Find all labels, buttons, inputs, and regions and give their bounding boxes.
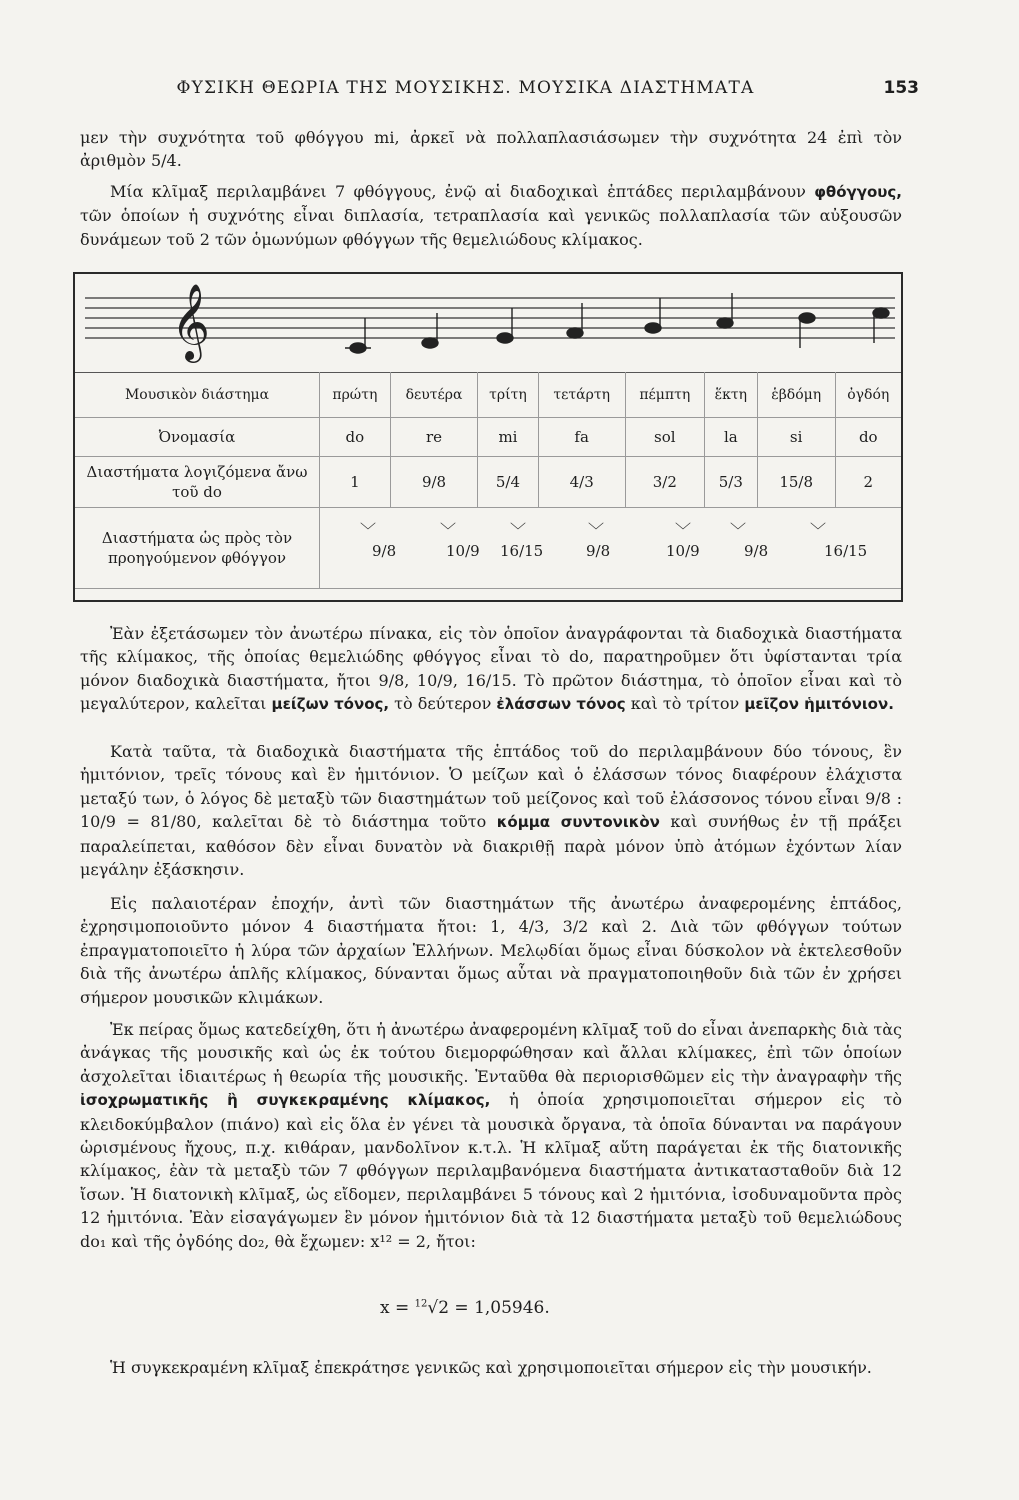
formula-rhs: √2 = 1,05946. bbox=[427, 1298, 550, 1318]
table-cell: τρίτη bbox=[478, 373, 538, 418]
table-cell: 5/4 bbox=[478, 457, 538, 508]
table-row bbox=[75, 457, 901, 508]
intervals-table bbox=[75, 372, 901, 589]
interval-mark: ﹀ bbox=[510, 521, 527, 540]
body-paragraph-6 bbox=[80, 1018, 902, 1253]
table-cell: ἕκτη bbox=[704, 373, 757, 418]
root-index: 12 bbox=[414, 1298, 428, 1310]
table-cell: 9/8 bbox=[390, 457, 478, 508]
interval-mark: ﹀ bbox=[440, 521, 457, 540]
intro-paragraph-2 bbox=[80, 180, 902, 251]
table-cell: sol bbox=[625, 418, 704, 457]
table-row bbox=[75, 373, 901, 418]
table-cell: δευτέρα bbox=[390, 373, 478, 418]
formula-lhs: x = bbox=[380, 1298, 415, 1318]
interval-mark: ﹀ bbox=[730, 521, 747, 540]
interval-mark: ﹀ bbox=[588, 521, 605, 540]
table-cell: si bbox=[757, 418, 835, 457]
bold-term: μεῖζον ἡμιτόνιον. bbox=[744, 695, 894, 714]
ratio-value: 10/9 bbox=[666, 542, 700, 560]
page-number: 153 bbox=[883, 78, 919, 98]
bold-term: φθόγγους, bbox=[814, 183, 902, 201]
table-cell: mi bbox=[478, 418, 538, 457]
text-run: Ἐὰν ἐξετάσωμεν τὸν ἀνωτέρω πίνακα, εἰς τὸν ὁποῖον ἀναγράφονται τὰ διαδοχικὰ διαστήματα τῆς κλίμακος, τῆς ὁποίας θεμελιώδης φθόγγος εἶναι τὸ do, παρατηροῦμεν ὅτι ὑφίστανται τρία μόνον διαδοχικὰ διαστήματα, ἤτοι 9/8, 10/9, 16/15. Τὸ πρῶτον διάστημα, τὸ ὁποῖον εἶναι καὶ τὸ μεγαλύτερον, καλεῖται bbox=[80, 624, 902, 714]
intro-paragraph-1: μεν τὴν συχνότητα τοῦ φθόγγου mi, ἀρκεῖ νὰ πολλαπλασιάσωμεν τὴν συχνότητα 24 ἐπὶ τὸν ἀριθμὸν 5/4. bbox=[80, 128, 902, 171]
ratio-value: 9/8 bbox=[744, 542, 769, 560]
body-paragraph-7: Ἡ συγκεκραμένη κλῖμαξ ἐπεκράτησε γενικῶς καὶ χρησιμοποιεῖται σήμερον εἰς τὴν μουσικήν. bbox=[110, 1358, 872, 1377]
text-run: καὶ συνήθως ἐν τῇ πράξει παραλείπεται, καθόσον δὲν εἶναι δυνατὸν νὰ διακριθῇ παρὰ μόνον ὑπὸ ἀτόμων ἐχόντων λίαν μεγάλην ἐξάσκησιν. bbox=[80, 812, 902, 880]
text-run: τὸ δεύτερον bbox=[389, 694, 497, 714]
running-title: ΦΥΣΙΚΗ ΘΕΩΡΙΑ ΤΗΣ ΜΟΥΣΙΚΗΣ. ΜΟΥΣΙΚΑ ΔΙΑΣΤΗΜΑΤΑ bbox=[176, 78, 755, 98]
ratio-value: 16/15 bbox=[824, 542, 868, 560]
bold-term: μείζων τόνος, bbox=[271, 695, 390, 714]
table-row bbox=[75, 418, 901, 457]
musical-staff bbox=[75, 274, 901, 372]
text-run: Κατὰ ταῦτα, τὰ διαδοχικὰ διαστήματα τῆς ἑπτάδος τοῦ do περιλαμβάνουν δύο τόνους, ἓν ἡμιτόνιον, τρεῖς τόνους καὶ ἓν ἡμιτόνιον. Ὁ μείζων καὶ ὁ ἐλάσσων τόνος διαφέρουν ἐλάχιστα μεταξύ των, ὁ λόγος δὲ μεταξὺ τῶν διαστημάτων τοῦ μείζονος καὶ τοῦ ἐλάσσονος τόνου εἶναι 9/8 : 10/9 = 81/80, καλεῖται δὲ τὸ διάστημα τοῦτο bbox=[80, 742, 902, 832]
table-cell: do bbox=[835, 418, 901, 457]
table-cell: fa bbox=[538, 418, 625, 457]
body-paragraph-3 bbox=[80, 622, 902, 717]
body-paragraph-5: Εἰς παλαιοτέραν ἐποχήν, ἀντὶ τῶν διαστημάτων τῆς ἀνωτέρω ἀναφερομένης ἑπτάδος, ἐχρησιμοποιοῦντο μόνον 4 διαστήματα ἤτοι: 1, 4/3, 3/2 καὶ 2. Διὰ τῶν φθόγγων τούτων ἐπραγματοποιεῖτο ἡ λύρα τῶν ἀρχαίων Ἑλλήνων. Μελῳδίαι ὅμως εἶναι δύσκολον νὰ ἐκτελεσθοῦν διὰ τῆς ἀνωτέρω ἁπλῆς κλίμακος, δύνανται ὅμως αὗται νὰ πραγματοποιηθοῦν διὰ τῶν ἐν χρήσει σήμερον μουσικῶν κλιμάκων. bbox=[80, 894, 902, 1007]
ratio-value: 9/8 bbox=[586, 542, 611, 560]
text-run: τῶν ὁποίων ἡ συχνότης εἶναι διπλασία, τετραπλασία καὶ γενικῶς πολλαπλασία τῶν αὐξουσῶν δυνάμεων τοῦ 2 τῶν ὁμωνύμων φθόγγων τῆς θεμελιώδους κλίμακος. bbox=[80, 206, 902, 249]
row-label-names: Ὀνομασία bbox=[75, 418, 320, 457]
body-paragraph-4 bbox=[80, 740, 902, 881]
ratio-value: 16/15 bbox=[500, 542, 544, 560]
table-cell: 4/3 bbox=[538, 457, 625, 508]
table-cell: re bbox=[390, 418, 478, 457]
table-cell: πρώτη bbox=[320, 373, 391, 418]
table-cell: 2 bbox=[835, 457, 901, 508]
row-label-above-do: Διαστήματα λογιζόμενα ἄνω τοῦ do bbox=[75, 457, 320, 508]
bold-term: κόμμα συντονικὸν bbox=[496, 813, 660, 832]
bold-term: ἰσοχρωματικῆς ἢ συγκεκραμένης κλίμακος, bbox=[80, 1091, 491, 1110]
table-cell: ὀγδόη bbox=[835, 373, 901, 418]
formula bbox=[380, 1298, 550, 1318]
text-run: Μία κλῖμαξ περιλαμβάνει 7 φθόγγους, ἐνῷ αἱ διαδοχικαὶ ἑπτάδες περιλαμβάνουν bbox=[110, 182, 815, 201]
text-run: ἡ ὁποία χρησιμοποιεῖται σήμερον εἰς τὸ κλειδοκύμβαλον (πιάνο) καὶ εἰς ὅλα ἐν γένει τὰ μουσικὰ ὄργανα, τὰ ὁποῖα δύνανται να παράγουν ὡρισμένους ἤχους, π.χ. κιθάραν, μανδολῖνον κ.τ.λ. Ἡ κλῖμαξ αὕτη παράγεται ἐκ τῆς διατονικῆς κλίμακος, ἐὰν τὰ μεταξὺ τῶν 7 φθόγγων περιλαμβανόμενα διαστήματα ἀντικατασταθοῦν διὰ 12 ἴσων. Ἡ διατονικὴ κλῖμαξ, ὡς εἴδομεν, περιλαμβάνει 5 τόνους καὶ 2 ἡμιτόνια, ἰσοδυναμοῦντα πρὸς 12 ἡμιτόνια. Ἐὰν εἰσαγάγωμεν ἓν μόνον ἡμιτόνιον διὰ τὰ 12 διαστήματα μεταξὺ τοῦ θεμελιώδους do₁ καὶ τῆς ὀγδόης do₂, θὰ ἔχωμεν: x¹² = 2, ἤτοι: bbox=[80, 1090, 902, 1251]
row-label-previous: Διαστήματα ὡς πρὸς τὸν προηγούμενον φθόγγον bbox=[75, 508, 320, 589]
table-cell: πέμπτη bbox=[625, 373, 704, 418]
interval-mark: ﹀ bbox=[675, 521, 692, 540]
table-cell: 5/3 bbox=[704, 457, 757, 508]
svg-text:𝄞: 𝄞 bbox=[171, 283, 211, 360]
treble-clef-icon bbox=[171, 283, 210, 363]
ratio-value: 9/8 bbox=[372, 542, 397, 560]
scale-figure bbox=[73, 272, 903, 602]
bold-term: ἐλάσσων τόνος bbox=[496, 695, 626, 714]
table-cell: 1 bbox=[320, 457, 391, 508]
running-header bbox=[80, 78, 919, 102]
ratio-value: 10/9 bbox=[446, 542, 480, 560]
table-cell: la bbox=[704, 418, 757, 457]
table-cell: τετάρτη bbox=[538, 373, 625, 418]
previous-intervals-cell bbox=[320, 508, 902, 589]
interval-mark: ﹀ bbox=[810, 521, 827, 540]
table-row bbox=[75, 508, 901, 589]
ratio-list bbox=[320, 508, 901, 588]
interval-mark: ﹀ bbox=[360, 521, 377, 540]
text-run: Ἐκ πείρας ὅμως κατεδείχθη, ὅτι ἡ ἀνωτέρω ἀναφερομένη κλῖμαξ τοῦ do εἶναι ἀνεπαρκὴς διὰ τὰς ἀνάγκας τῆς μουσικῆς καὶ ὡς ἐκ τούτου διεμορφώθησαν καὶ ἄλλαι κλίμακες, ἐπὶ τῶν ὁποίων ἀσχολεῖται ἰδιαιτέρως ἡ θεωρία τῆς μουσικῆς. Ἐνταῦθα θὰ περιορισθῶμεν εἰς τὴν ἀναγραφὴν τῆς bbox=[80, 1020, 902, 1086]
table-cell: 15/8 bbox=[757, 457, 835, 508]
table-cell: 3/2 bbox=[625, 457, 704, 508]
row-label-interval: Μουσικὸν διάστημα bbox=[75, 373, 320, 418]
text-run: καὶ τὸ τρίτον bbox=[625, 694, 745, 714]
table-cell: ἑβδόμη bbox=[757, 373, 835, 418]
table-cell: do bbox=[320, 418, 391, 457]
